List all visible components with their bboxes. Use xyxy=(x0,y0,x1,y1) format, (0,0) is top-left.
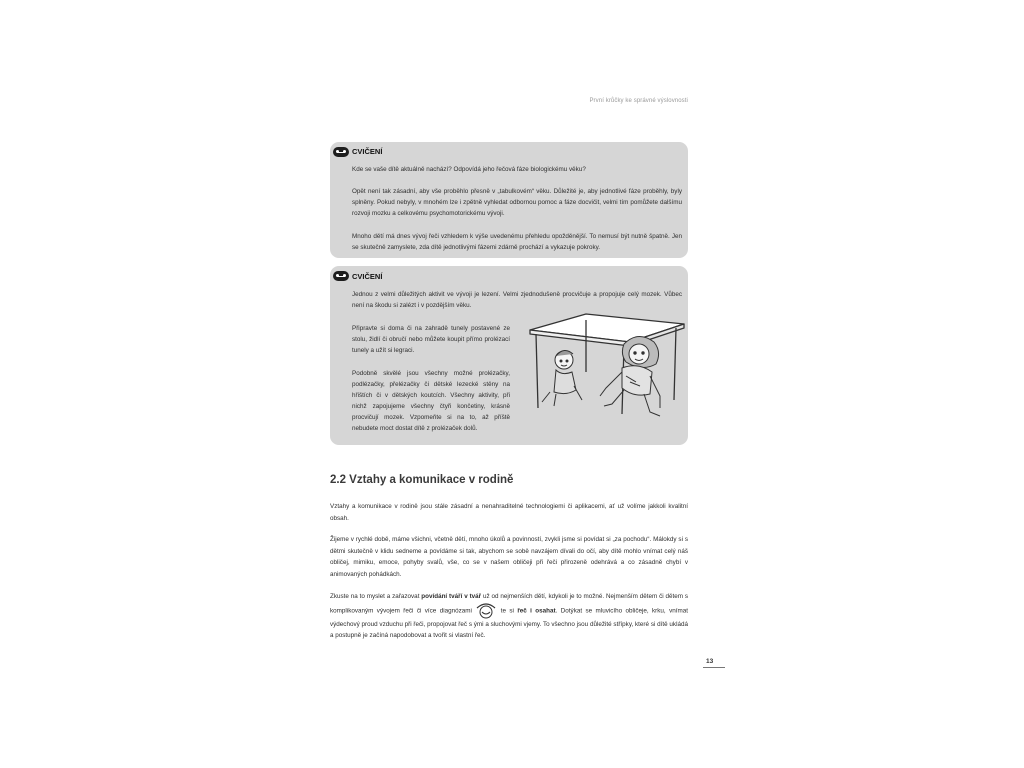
exercise-box-2 xyxy=(330,266,688,445)
page-number: 13 xyxy=(706,658,714,665)
exercise-question: Kde se vaše dítě aktuálně nachází? Odpovídá jeho řečová fáze biologickému věku? xyxy=(352,166,586,174)
body-paragraph: Žijeme v rychlé době, máme všichni, včetně dětí, mnoho úkolů a povinností, zvykli jsme si povídat si „za pochodu“. Málokdy si s dětmi skutečně v klidu sedneme a povídáme si tak, abychom se sobě navzájem dívali do očí, aby dítě mohlo vnímat celý náš obličej, mimiku, emoce, pohyby svalů, vše, co se v našem obličeji při řeči přirozeně odehrává a co zásadně chybí v animovaných pohádkách. xyxy=(330,536,688,578)
exercise-icon xyxy=(333,271,349,281)
paragraph-text: . Dotýkat se mluvicího obličeje, krku, vnímat výdechový proud vzduchu při řeči, propojovat řeč s xyxy=(330,607,688,628)
exercise-icon xyxy=(333,147,349,157)
paragraph-text: ými a sluchovými vjemy. To všechno jsou důležité střípky, které si dítě ukládá a postupně je začíná napodobovat a tvořit si vlastní řeč. xyxy=(330,620,688,639)
exercise-box-1 xyxy=(330,142,688,258)
emphasis-text: povídání tváří v tvář xyxy=(421,593,482,600)
body-paragraph xyxy=(330,591,688,642)
exercise-paragraph: Podobně skvělé jsou všechny možné prolézačky, podlézačky, přelézačky či dětské lezecké stěny na hřištích či v dětských koutcích. Všechny aktivity, při nichž zapojujeme všechny čtyři končetiny, krásně procvičují mozek. Vzpomeňte si na to, až příště nebudete moct dostat dítě z prolézaček dolů. xyxy=(352,370,510,433)
paragraph-text: te si xyxy=(497,607,518,615)
exercise-paragraph: Mnoho dětí má dnes vývoj řeči vzhledem k výše uvedenému přehledu opožděnější. To nemusí být nutně špatně. Jen se skutečně zamyslete, zda dítě jednotlivými fázemi zdárně prochází a vykazuje pokroky. xyxy=(352,233,682,252)
paragraph-text: už od nejmenších dětí, kdykoli je to možné. Nejmenším dětem či dětem s komplikovaným vývojem řeči či více diagnózami xyxy=(330,593,688,615)
page-number-rule xyxy=(703,667,725,668)
emphasis-text: řeč i osahat xyxy=(517,607,556,615)
running-head: První krůčky ke správné výslovnosti xyxy=(589,98,688,104)
exercise-title: CVIČENÍ xyxy=(352,272,383,281)
exercise-title: CVIČENÍ xyxy=(352,147,383,156)
exercise-paragraph: Opět není tak zásadní, aby vše proběhlo přesně v „tabulkovém“ věku. Důležité je, aby jednotlivé fáze proběhly, byly splněny. Pokud nebyly, v mnohém lze i zpětně vyhledat odbornou pomoc a fáze docvičit, velmi tím pomůžete dalšímu rozvoji mozku a celkovému psychomotorickému vývoji. xyxy=(352,188,682,218)
paragraph-text: Zkuste na to myslet a zařazovat xyxy=(330,593,422,600)
exercise-paragraph: Jednou z velmi důležitých aktivit ve vývoji je lezení. Velmi zjednodušeně procvičuje a propojuje celý mozek. Vůbec není na škodu si zalézt i v pozdějším věku. xyxy=(352,291,682,310)
exercise-paragraph: Připravte si doma či na zahradě tunely postavené ze stolu, židlí či obručí nebo můžete koupit přímo prolézací tunely a užít si legraci. xyxy=(352,325,510,355)
section-heading: 2.2 Vztahy a komunikace v rodině xyxy=(330,474,514,486)
logo-stamp-icon xyxy=(475,603,497,619)
children-crawling-under-table-illustration xyxy=(526,310,688,422)
body-paragraph: Vztahy a komunikace v rodině jsou stále zásadní a nenahraditelné technologiemi či aplikacemi, ať už volíme jakkoli kvalitní obsah. xyxy=(330,503,688,522)
